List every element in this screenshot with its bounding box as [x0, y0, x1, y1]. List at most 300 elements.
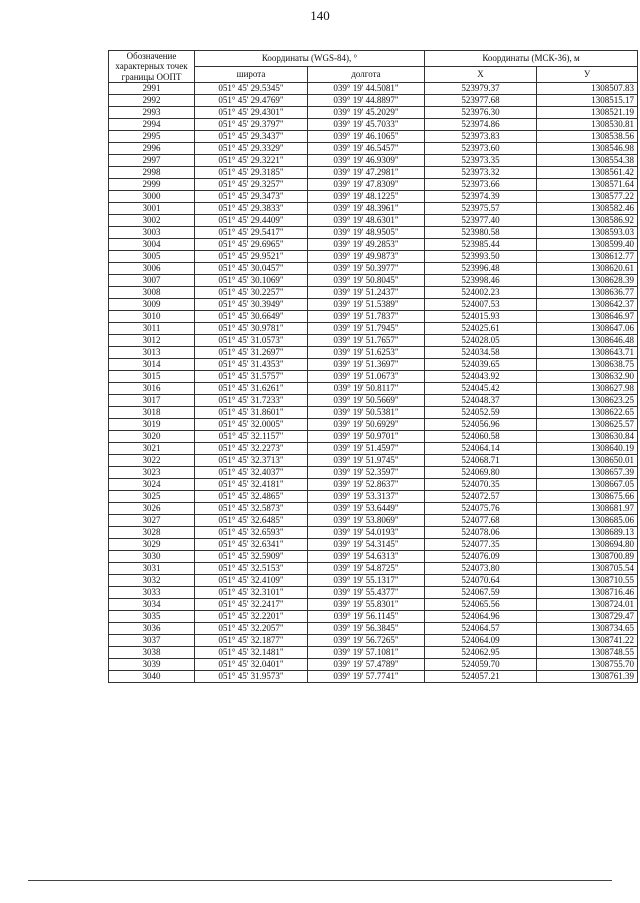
latitude-cell: 051° 45' 30.9781" — [195, 323, 308, 335]
y-cell: 1308546.98 — [537, 143, 638, 155]
point-number: 3022 — [109, 455, 195, 467]
y-cell: 1308521.19 — [537, 107, 638, 119]
y-cell: 1308700.89 — [537, 551, 638, 563]
coordinates-table — [108, 50, 638, 683]
latitude-cell: 051° 45' 30.6649" — [195, 311, 308, 323]
table-row — [109, 347, 638, 359]
point-number: 3026 — [109, 503, 195, 515]
longitude-cell: 039° 19' 48.1225" — [308, 191, 425, 203]
latitude-cell: 051° 45' 32.2057" — [195, 623, 308, 635]
point-number: 3003 — [109, 227, 195, 239]
latitude-cell: 051° 45' 29.3257" — [195, 179, 308, 191]
table-row — [109, 443, 638, 455]
table-row — [109, 227, 638, 239]
x-cell: 524064.09 — [425, 635, 537, 647]
longitude-cell: 039° 19' 51.2437" — [308, 287, 425, 299]
point-number: 3031 — [109, 563, 195, 575]
table-row — [109, 323, 638, 335]
table-row — [109, 551, 638, 563]
longitude-cell: 039° 19' 57.7741" — [308, 671, 425, 683]
y-cell: 1308748.55 — [537, 647, 638, 659]
x-cell: 524077.68 — [425, 515, 537, 527]
table-row — [109, 647, 638, 659]
longitude-cell: 039° 19' 51.4597" — [308, 443, 425, 455]
table-row — [109, 503, 638, 515]
latitude-cell: 051° 45' 30.3949" — [195, 299, 308, 311]
y-cell: 1308530.81 — [537, 119, 638, 131]
longitude-cell: 039° 19' 49.9873" — [308, 251, 425, 263]
y-cell: 1308729.47 — [537, 611, 638, 623]
table-row — [109, 419, 638, 431]
point-number: 3018 — [109, 407, 195, 419]
y-cell: 1308622.65 — [537, 407, 638, 419]
longitude-cell: 039° 19' 51.3697" — [308, 359, 425, 371]
latitude-cell: 051° 45' 29.5345" — [195, 83, 308, 95]
table-row — [109, 527, 638, 539]
latitude-cell: 051° 45' 29.5417" — [195, 227, 308, 239]
x-cell: 523973.35 — [425, 155, 537, 167]
table-row — [109, 155, 638, 167]
table-row — [109, 575, 638, 587]
longitude-cell: 039° 19' 51.9745" — [308, 455, 425, 467]
table-row — [109, 287, 638, 299]
table-row — [109, 215, 638, 227]
point-number: 3034 — [109, 599, 195, 611]
latitude-cell: 051° 45' 29.3221" — [195, 155, 308, 167]
latitude-cell: 051° 45' 31.0573" — [195, 335, 308, 347]
x-cell: 524059.70 — [425, 659, 537, 671]
latitude-cell: 051° 45' 29.4301" — [195, 107, 308, 119]
x-cell: 523998.46 — [425, 275, 537, 287]
point-number: 3019 — [109, 419, 195, 431]
longitude-cell: 039° 19' 50.6929" — [308, 419, 425, 431]
table-row — [109, 239, 638, 251]
y-cell: 1308554.38 — [537, 155, 638, 167]
header-latitude: широта — [195, 67, 308, 83]
x-cell: 524065.56 — [425, 599, 537, 611]
table-row — [109, 107, 638, 119]
y-cell: 1308507.83 — [537, 83, 638, 95]
x-cell: 524068.71 — [425, 455, 537, 467]
point-number: 3021 — [109, 443, 195, 455]
table-row — [109, 191, 638, 203]
longitude-cell: 039° 19' 56.3845" — [308, 623, 425, 635]
point-number: 3035 — [109, 611, 195, 623]
y-cell: 1308716.46 — [537, 587, 638, 599]
point-number: 3033 — [109, 587, 195, 599]
header-longitude: долгота — [308, 67, 425, 83]
latitude-cell: 051° 45' 32.2201" — [195, 611, 308, 623]
latitude-cell: 051° 45' 32.6593" — [195, 527, 308, 539]
point-number: 3000 — [109, 191, 195, 203]
x-cell: 524045.42 — [425, 383, 537, 395]
table-row — [109, 671, 638, 683]
x-cell: 524025.61 — [425, 323, 537, 335]
table-row — [109, 539, 638, 551]
y-cell: 1308650.01 — [537, 455, 638, 467]
x-cell: 524064.14 — [425, 443, 537, 455]
x-cell: 523974.86 — [425, 119, 537, 131]
table-row — [109, 467, 638, 479]
x-cell: 523973.83 — [425, 131, 537, 143]
point-number: 3004 — [109, 239, 195, 251]
longitude-cell: 039° 19' 53.3137" — [308, 491, 425, 503]
latitude-cell: 051° 45' 32.0401" — [195, 659, 308, 671]
y-cell: 1308538.56 — [537, 131, 638, 143]
longitude-cell: 039° 19' 50.5669" — [308, 395, 425, 407]
y-cell: 1308724.01 — [537, 599, 638, 611]
y-cell: 1308685.06 — [537, 515, 638, 527]
x-cell: 523973.60 — [425, 143, 537, 155]
y-cell: 1308628.39 — [537, 275, 638, 287]
longitude-cell: 039° 19' 51.0673" — [308, 371, 425, 383]
x-cell: 524015.93 — [425, 311, 537, 323]
x-cell: 524028.05 — [425, 335, 537, 347]
point-number: 3013 — [109, 347, 195, 359]
table-body — [109, 83, 638, 683]
y-cell: 1308571.64 — [537, 179, 638, 191]
latitude-cell: 051° 45' 31.9573" — [195, 671, 308, 683]
longitude-cell: 039° 19' 47.2981" — [308, 167, 425, 179]
header-x: Х — [425, 67, 537, 83]
latitude-cell: 051° 45' 32.6341" — [195, 539, 308, 551]
x-cell: 524064.96 — [425, 611, 537, 623]
point-number: 3038 — [109, 647, 195, 659]
latitude-cell: 051° 45' 32.4109" — [195, 575, 308, 587]
latitude-cell: 051° 45' 32.3713" — [195, 455, 308, 467]
longitude-cell: 039° 19' 55.4377" — [308, 587, 425, 599]
longitude-cell: 039° 19' 48.3961" — [308, 203, 425, 215]
table-row — [109, 515, 638, 527]
table-row — [109, 95, 638, 107]
x-cell: 523977.40 — [425, 215, 537, 227]
point-number: 3028 — [109, 527, 195, 539]
table-row — [109, 179, 638, 191]
table-row — [109, 599, 638, 611]
x-cell: 524070.35 — [425, 479, 537, 491]
longitude-cell: 039° 19' 47.8309" — [308, 179, 425, 191]
header-msk36: Координаты (МСК-36), м — [425, 51, 638, 67]
x-cell: 524060.58 — [425, 431, 537, 443]
point-number: 3032 — [109, 575, 195, 587]
longitude-cell: 039° 19' 51.7945" — [308, 323, 425, 335]
longitude-cell: 039° 19' 45.2029" — [308, 107, 425, 119]
y-cell: 1308646.48 — [537, 335, 638, 347]
point-number: 2996 — [109, 143, 195, 155]
latitude-cell: 051° 45' 31.8601" — [195, 407, 308, 419]
latitude-cell: 051° 45' 29.3473" — [195, 191, 308, 203]
x-cell: 524057.21 — [425, 671, 537, 683]
x-cell: 524048.37 — [425, 395, 537, 407]
point-number: 3012 — [109, 335, 195, 347]
longitude-cell: 039° 19' 44.5081" — [308, 83, 425, 95]
latitude-cell: 051° 45' 32.1481" — [195, 647, 308, 659]
point-number: 2995 — [109, 131, 195, 143]
latitude-cell: 051° 45' 31.2697" — [195, 347, 308, 359]
y-cell: 1308640.19 — [537, 443, 638, 455]
y-cell: 1308657.39 — [537, 467, 638, 479]
latitude-cell: 051° 45' 29.3797" — [195, 119, 308, 131]
table-row — [109, 275, 638, 287]
point-number: 2998 — [109, 167, 195, 179]
longitude-cell: 039° 19' 46.5457" — [308, 143, 425, 155]
y-cell: 1308761.39 — [537, 671, 638, 683]
latitude-cell: 051° 45' 29.4409" — [195, 215, 308, 227]
latitude-cell: 051° 45' 29.3185" — [195, 167, 308, 179]
point-number: 3025 — [109, 491, 195, 503]
point-number: 2993 — [109, 107, 195, 119]
point-number: 3020 — [109, 431, 195, 443]
point-number: 2999 — [109, 179, 195, 191]
latitude-cell: 051° 45' 29.4769" — [195, 95, 308, 107]
longitude-cell: 039° 19' 50.9701" — [308, 431, 425, 443]
y-cell: 1308643.71 — [537, 347, 638, 359]
y-cell: 1308515.17 — [537, 95, 638, 107]
table-row — [109, 311, 638, 323]
point-number: 3011 — [109, 323, 195, 335]
y-cell: 1308734.65 — [537, 623, 638, 635]
point-number: 3014 — [109, 359, 195, 371]
latitude-cell: 051° 45' 32.4865" — [195, 491, 308, 503]
longitude-cell: 039° 19' 51.7837" — [308, 311, 425, 323]
x-cell: 524069.80 — [425, 467, 537, 479]
longitude-cell: 039° 19' 49.2853" — [308, 239, 425, 251]
x-cell: 524064.57 — [425, 623, 537, 635]
point-number: 3040 — [109, 671, 195, 683]
longitude-cell: 039° 19' 50.8117" — [308, 383, 425, 395]
y-cell: 1308561.42 — [537, 167, 638, 179]
latitude-cell: 051° 45' 29.3329" — [195, 143, 308, 155]
y-cell: 1308582.46 — [537, 203, 638, 215]
point-number: 3023 — [109, 467, 195, 479]
longitude-cell: 039° 19' 46.9309" — [308, 155, 425, 167]
longitude-cell: 039° 19' 57.1081" — [308, 647, 425, 659]
table-row — [109, 563, 638, 575]
x-cell: 523993.50 — [425, 251, 537, 263]
y-cell: 1308675.66 — [537, 491, 638, 503]
longitude-cell: 039° 19' 57.4789" — [308, 659, 425, 671]
latitude-cell: 051° 45' 32.0005" — [195, 419, 308, 431]
table-row — [109, 359, 638, 371]
table-row — [109, 635, 638, 647]
longitude-cell: 039° 19' 50.3977" — [308, 263, 425, 275]
y-cell: 1308638.75 — [537, 359, 638, 371]
point-number: 3006 — [109, 263, 195, 275]
latitude-cell: 051° 45' 31.4353" — [195, 359, 308, 371]
y-cell: 1308642.37 — [537, 299, 638, 311]
x-cell: 523975.57 — [425, 203, 537, 215]
y-cell: 1308577.22 — [537, 191, 638, 203]
table-row — [109, 407, 638, 419]
table-row — [109, 479, 638, 491]
point-number: 3010 — [109, 311, 195, 323]
longitude-cell: 039° 19' 52.3597" — [308, 467, 425, 479]
longitude-cell: 039° 19' 51.5389" — [308, 299, 425, 311]
longitude-cell: 039° 19' 56.7265" — [308, 635, 425, 647]
table-row — [109, 167, 638, 179]
x-cell: 524062.95 — [425, 647, 537, 659]
longitude-cell: 039° 19' 56.1145" — [308, 611, 425, 623]
latitude-cell: 051° 45' 30.0457" — [195, 263, 308, 275]
x-cell: 524056.96 — [425, 419, 537, 431]
x-cell: 523996.48 — [425, 263, 537, 275]
table-row — [109, 335, 638, 347]
y-cell: 1308627.98 — [537, 383, 638, 395]
x-cell: 523974.39 — [425, 191, 537, 203]
table-row — [109, 203, 638, 215]
table-row — [109, 83, 638, 95]
longitude-cell: 039° 19' 46.1065" — [308, 131, 425, 143]
latitude-cell: 051° 45' 31.7233" — [195, 395, 308, 407]
latitude-cell: 051° 45' 29.3833" — [195, 203, 308, 215]
y-cell: 1308710.55 — [537, 575, 638, 587]
y-cell: 1308620.61 — [537, 263, 638, 275]
point-number: 3002 — [109, 215, 195, 227]
table-row — [109, 131, 638, 143]
longitude-cell: 039° 19' 53.6449" — [308, 503, 425, 515]
table-row — [109, 251, 638, 263]
point-number: 2992 — [109, 95, 195, 107]
point-number: 3008 — [109, 287, 195, 299]
point-number: 2991 — [109, 83, 195, 95]
latitude-cell: 051° 45' 32.2273" — [195, 443, 308, 455]
x-cell: 523980.58 — [425, 227, 537, 239]
latitude-cell: 051° 45' 30.2257" — [195, 287, 308, 299]
point-number: 3015 — [109, 371, 195, 383]
table-row — [109, 395, 638, 407]
y-cell: 1308705.54 — [537, 563, 638, 575]
x-cell: 524043.92 — [425, 371, 537, 383]
latitude-cell: 051° 45' 31.5757" — [195, 371, 308, 383]
table-row — [109, 623, 638, 635]
page-number: 140 — [310, 8, 330, 23]
x-cell: 524075.76 — [425, 503, 537, 515]
x-cell: 524078.06 — [425, 527, 537, 539]
y-cell: 1308636.77 — [537, 287, 638, 299]
x-cell: 523977.68 — [425, 95, 537, 107]
table-row — [109, 587, 638, 599]
longitude-cell: 039° 19' 52.8637" — [308, 479, 425, 491]
x-cell: 524076.09 — [425, 551, 537, 563]
y-cell: 1308632.90 — [537, 371, 638, 383]
y-cell: 1308741.22 — [537, 635, 638, 647]
longitude-cell: 039° 19' 44.8897" — [308, 95, 425, 107]
bottom-rule — [28, 880, 612, 881]
table-row — [109, 143, 638, 155]
table-row — [109, 119, 638, 131]
longitude-cell: 039° 19' 45.7033" — [308, 119, 425, 131]
x-cell: 524077.35 — [425, 539, 537, 551]
point-number: 2997 — [109, 155, 195, 167]
x-cell: 523973.66 — [425, 179, 537, 191]
table-row — [109, 455, 638, 467]
latitude-cell: 051° 45' 29.6965" — [195, 239, 308, 251]
latitude-cell: 051° 45' 29.9521" — [195, 251, 308, 263]
point-number: 3017 — [109, 395, 195, 407]
longitude-cell: 039° 19' 54.3145" — [308, 539, 425, 551]
point-number: 3007 — [109, 275, 195, 287]
table-row — [109, 491, 638, 503]
y-cell: 1308689.13 — [537, 527, 638, 539]
point-number: 3024 — [109, 479, 195, 491]
x-cell: 523973.32 — [425, 167, 537, 179]
x-cell: 524007.53 — [425, 299, 537, 311]
table-row — [109, 263, 638, 275]
point-number: 3005 — [109, 251, 195, 263]
table-row — [109, 299, 638, 311]
x-cell: 524034.58 — [425, 347, 537, 359]
x-cell: 524070.64 — [425, 575, 537, 587]
longitude-cell: 039° 19' 50.5381" — [308, 407, 425, 419]
y-cell: 1308755.70 — [537, 659, 638, 671]
latitude-cell: 051° 45' 32.2417" — [195, 599, 308, 611]
longitude-cell: 039° 19' 54.0193" — [308, 527, 425, 539]
point-number: 3030 — [109, 551, 195, 563]
header-y: У — [537, 67, 638, 83]
table-row — [109, 611, 638, 623]
longitude-cell: 039° 19' 54.8725" — [308, 563, 425, 575]
table-row — [109, 431, 638, 443]
y-cell: 1308599.40 — [537, 239, 638, 251]
latitude-cell: 051° 45' 30.1069" — [195, 275, 308, 287]
point-number: 3027 — [109, 515, 195, 527]
point-number: 3037 — [109, 635, 195, 647]
table-row — [109, 371, 638, 383]
y-cell: 1308586.92 — [537, 215, 638, 227]
x-cell: 524052.59 — [425, 407, 537, 419]
longitude-cell: 039° 19' 53.8069" — [308, 515, 425, 527]
y-cell: 1308667.05 — [537, 479, 638, 491]
longitude-cell: 039° 19' 51.7657" — [308, 335, 425, 347]
longitude-cell: 039° 19' 50.8045" — [308, 275, 425, 287]
table-row — [109, 383, 638, 395]
point-number: 3016 — [109, 383, 195, 395]
y-cell: 1308623.25 — [537, 395, 638, 407]
latitude-cell: 051° 45' 29.3437" — [195, 131, 308, 143]
latitude-cell: 051° 45' 32.3101" — [195, 587, 308, 599]
latitude-cell: 051° 45' 32.6485" — [195, 515, 308, 527]
latitude-cell: 051° 45' 31.6261" — [195, 383, 308, 395]
latitude-cell: 051° 45' 32.4037" — [195, 467, 308, 479]
y-cell: 1308681.97 — [537, 503, 638, 515]
point-number: 3039 — [109, 659, 195, 671]
latitude-cell: 051° 45' 32.5153" — [195, 563, 308, 575]
longitude-cell: 039° 19' 48.9505" — [308, 227, 425, 239]
x-cell: 523979.37 — [425, 83, 537, 95]
latitude-cell: 051° 45' 32.4181" — [195, 479, 308, 491]
longitude-cell: 039° 19' 54.6313" — [308, 551, 425, 563]
longitude-cell: 039° 19' 48.6301" — [308, 215, 425, 227]
x-cell: 524072.57 — [425, 491, 537, 503]
longitude-cell: 039° 19' 55.8301" — [308, 599, 425, 611]
y-cell: 1308625.57 — [537, 419, 638, 431]
point-number: 2994 — [109, 119, 195, 131]
y-cell: 1308647.06 — [537, 323, 638, 335]
point-number: 3001 — [109, 203, 195, 215]
header-point-designation: Обозначение характерных точек границы ООПТ — [109, 51, 195, 83]
longitude-cell: 039° 19' 51.6253" — [308, 347, 425, 359]
point-number: 3009 — [109, 299, 195, 311]
point-number: 3036 — [109, 623, 195, 635]
y-cell: 1308646.97 — [537, 311, 638, 323]
x-cell: 524067.59 — [425, 587, 537, 599]
y-cell: 1308694.80 — [537, 539, 638, 551]
latitude-cell: 051° 45' 32.5909" — [195, 551, 308, 563]
longitude-cell: 039° 19' 55.1317" — [308, 575, 425, 587]
latitude-cell: 051° 45' 32.5873" — [195, 503, 308, 515]
header-wgs84: Координаты (WGS-84), ° — [195, 51, 425, 67]
latitude-cell: 051° 45' 32.1877" — [195, 635, 308, 647]
